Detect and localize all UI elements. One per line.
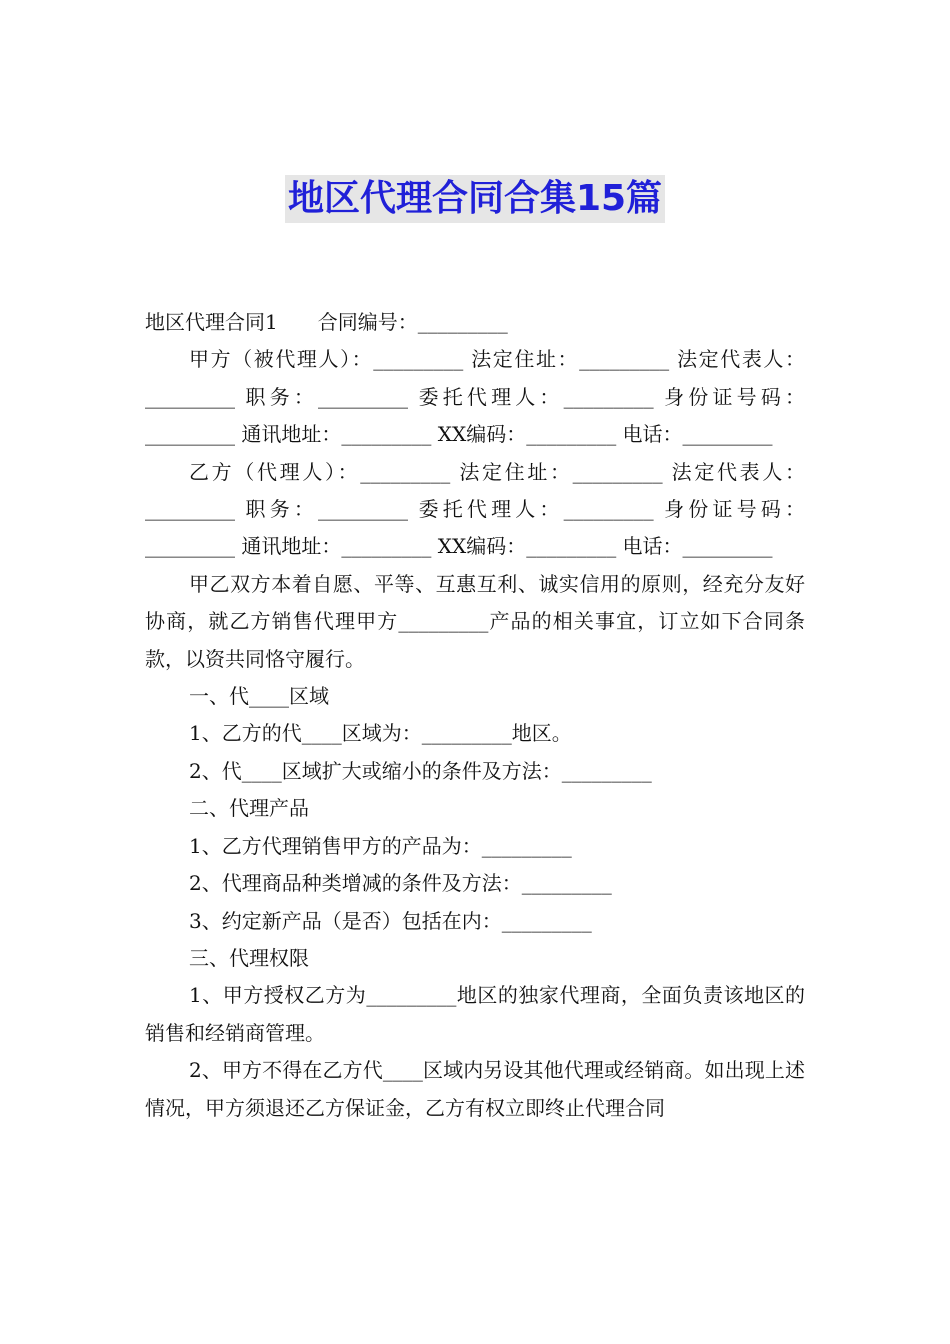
section-heading: 一、代____区域 <box>189 684 329 709</box>
title-text: 地区代理合同合集15篇 <box>285 175 665 223</box>
party-a-info: 甲方（被代理人）：_________ 法定住址：_________ 法定代表人：_________ 职务：_________ 委托代理人：_________ 身份证号码：_________ 通讯地址：_________ XX编码：_________ 电话：_________ <box>145 347 805 447</box>
clause: 1、乙方的代____区域为：_________地区。 <box>189 721 572 746</box>
clause: 2、代____区域扩大或缩小的条件及方法：_________ <box>189 758 652 783</box>
document-title <box>0 175 950 223</box>
clause: 2、代理商品种类增减的条件及方法：_________ <box>189 871 612 896</box>
document-body <box>145 304 805 1127</box>
contract-heading: 地区代理合同1 合同编号：_________ <box>145 310 508 334</box>
preamble: 甲乙双方本着自愿、平等、互惠互利、诚实信用的原则，经充分友好协商，就乙方销售代理甲方_________产品的相关事宜，订立如下合同条款，以资共同恪守履行。 <box>145 571 805 671</box>
clause: 1、甲方授权乙方为_________地区的独家代理商，全面负责该地区的销售和经销商管理。 <box>145 983 805 1045</box>
clause: 1、乙方代理销售甲方的产品为：_________ <box>189 833 572 858</box>
section-heading: 二、代理产品 <box>189 796 309 821</box>
clause: 3、约定新产品（是否）包括在内：_________ <box>189 908 592 933</box>
clause: 2、甲方不得在乙方代____区域内另设其他代理或经销商。如出现上述情况，甲方须退还乙方保证金，乙方有权立即终止代理合同 <box>145 1058 805 1120</box>
section-heading: 三、代理权限 <box>189 945 309 970</box>
party-b-info: 乙方（代理人）：_________ 法定住址：_________ 法定代表人：_________ 职务：_________ 委托代理人：_________ 身份证号码：_________ 通讯地址：_________ XX编码：_________ 电话：_________ <box>145 459 805 559</box>
